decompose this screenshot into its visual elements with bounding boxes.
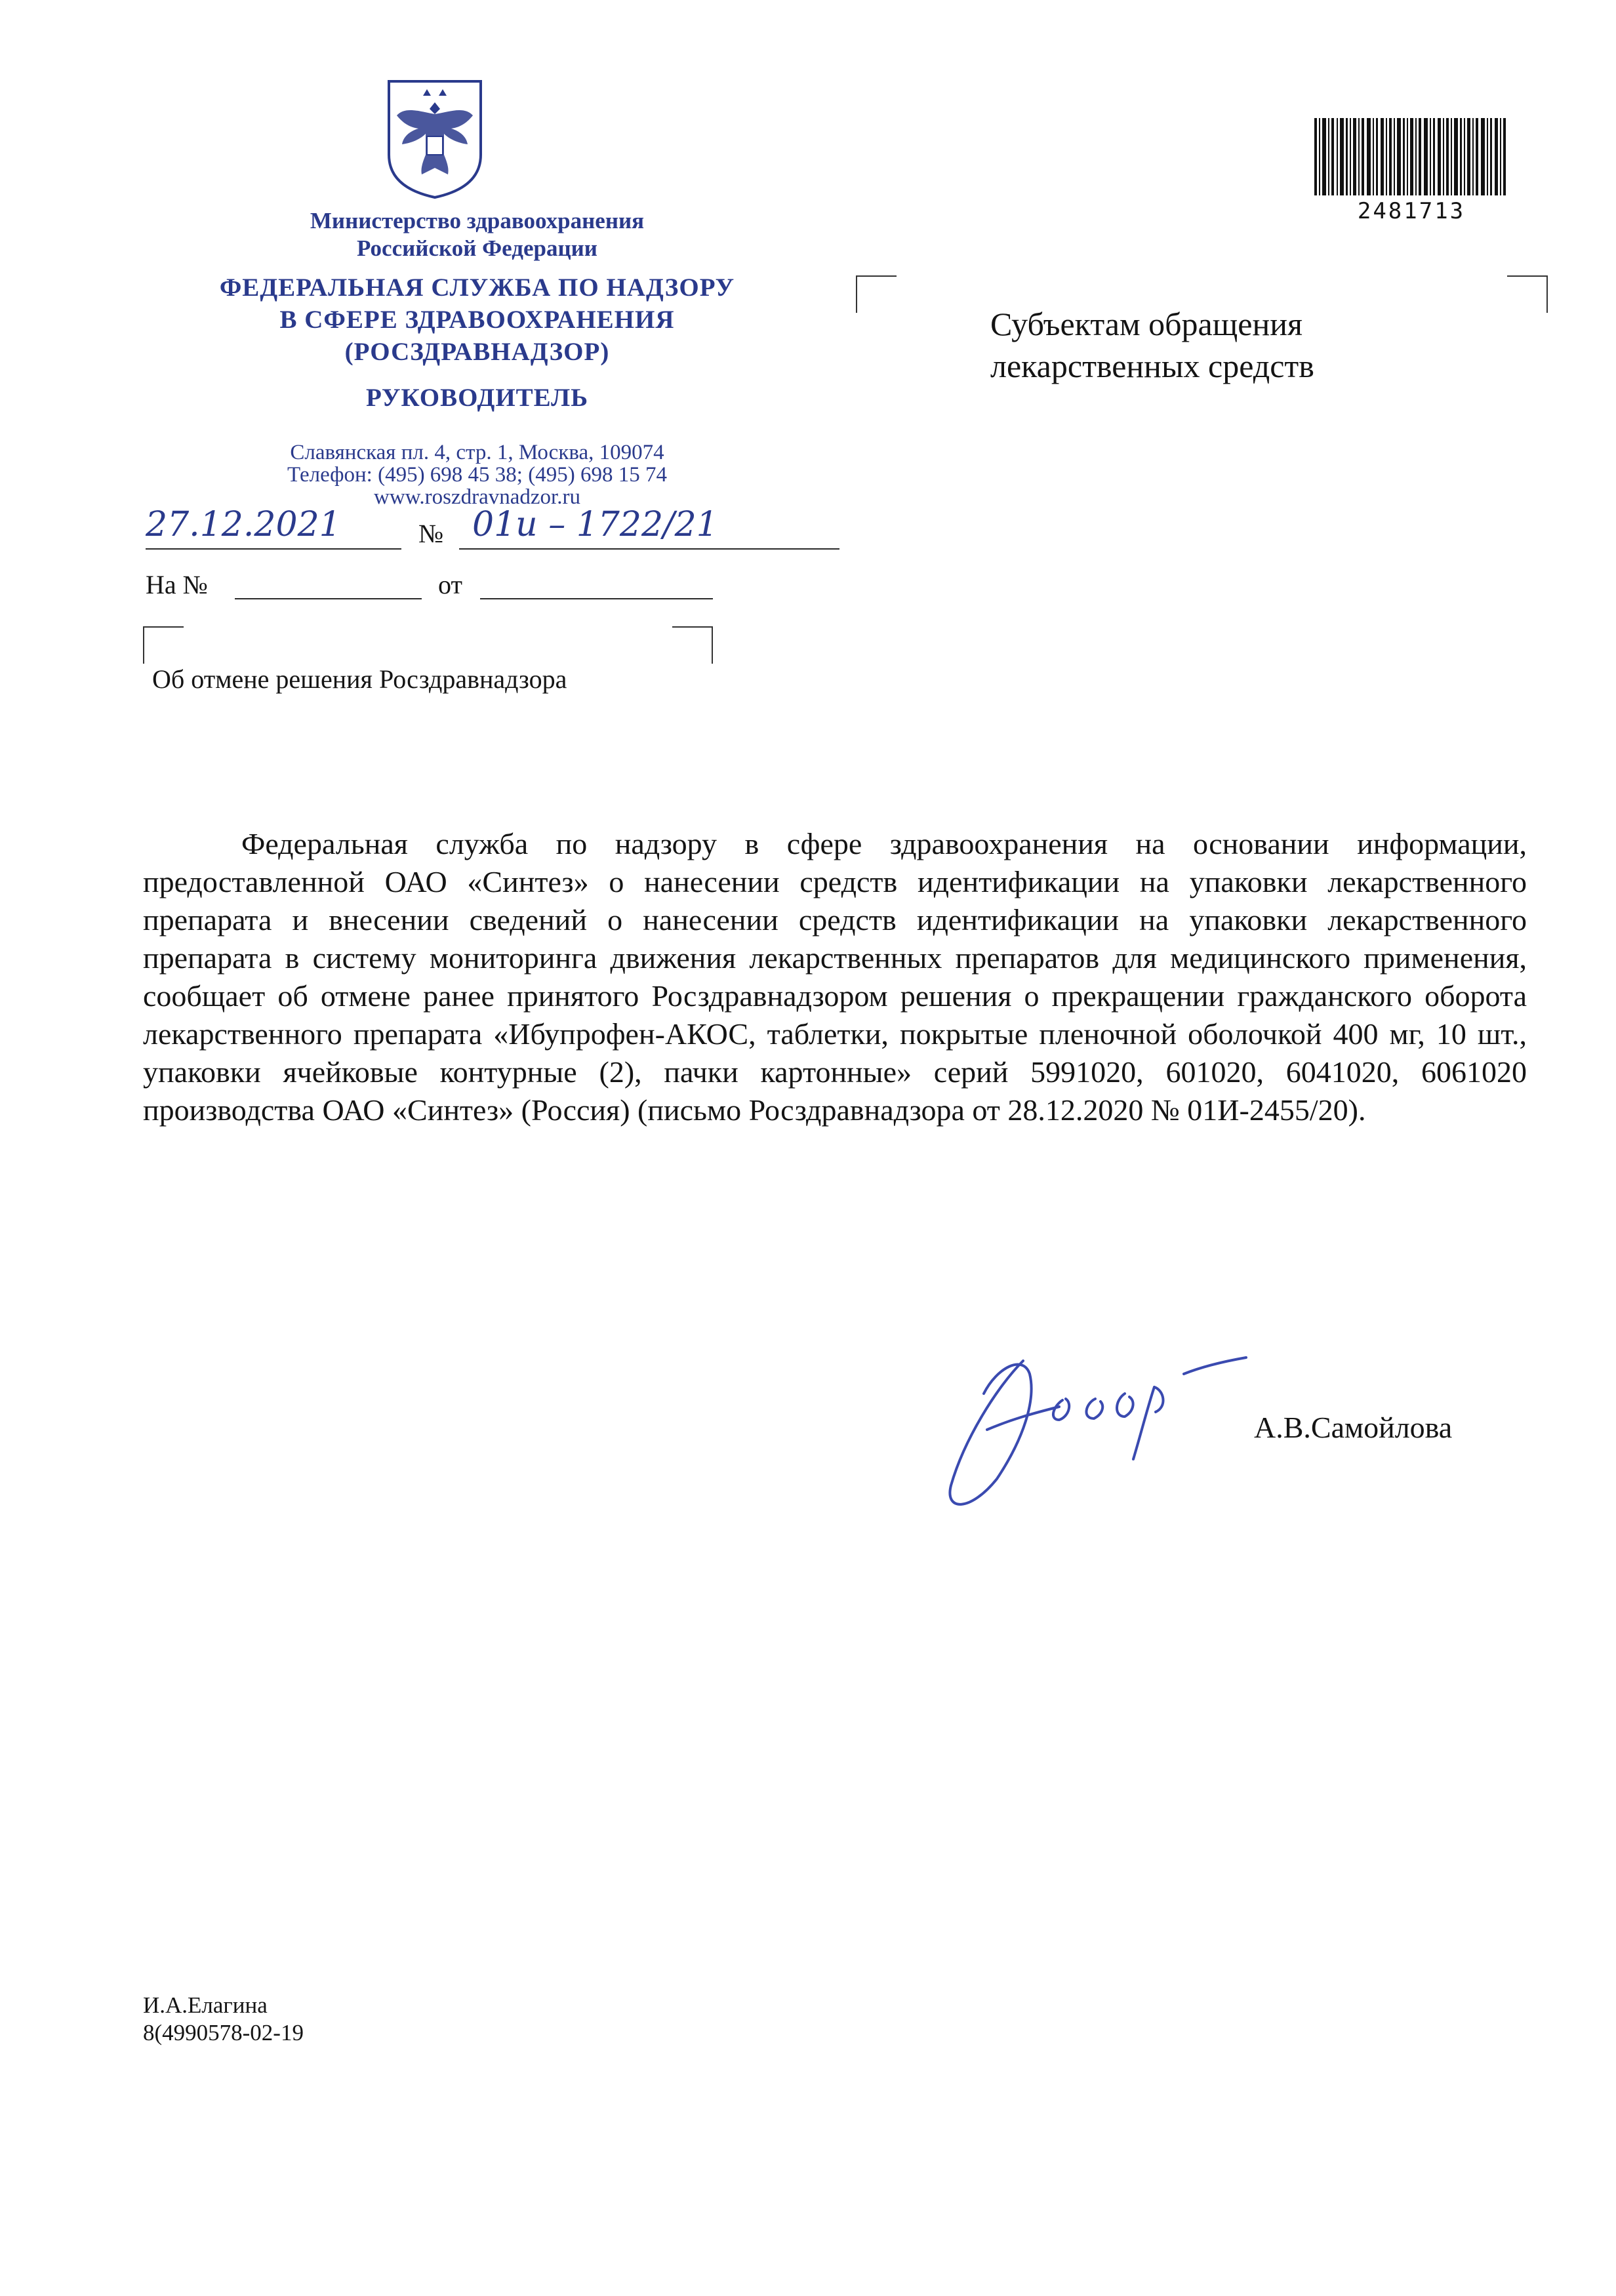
service-line-1: ФЕДЕРАЛЬНАЯ СЛУЖБА ПО НАДЗОРУ [219,273,735,302]
barcode-number: 2481713 [1357,198,1466,224]
subject-line: Об отмене решения Росздравнадзора [152,664,567,694]
subject-corner-right [672,626,713,664]
number-sign: № [418,519,444,548]
from-date-line [480,598,713,599]
executor-phone: 8(4990578-02-19 [143,2020,304,2045]
coat-of-arms-emblem-icon [382,76,487,201]
phone: Телефон: (495) 698 45 38; (495) 698 15 74 [287,463,667,487]
head-title: РУКОВОДИТЕЛЬ [365,384,589,412]
registration-number: 01и – 1722/21 [472,505,718,544]
handwritten-signature-icon [925,1328,1266,1525]
website: www.roszdravnadzor.ru [374,485,580,509]
executor-name: И.А.Елагина [143,1992,268,2018]
registration-date: 27.12.2021 [146,505,341,544]
addressee-corner-left [856,275,897,313]
address: Славянская пл. 4, стр. 1, Москва, 109074 [290,441,664,464]
subject-corner-left [143,626,184,664]
ministry-line-1: Министерство здравоохранения [310,208,645,233]
service-name [111,272,843,368]
service-line-2: В СФЕРЕ ЗДРАВООХРАНЕНИЯ [279,306,675,334]
addressee-line-2: лекарственных средств [990,348,1314,384]
barcode-icon [1313,118,1510,195]
addressee-line-1: Субъектам обращения [990,306,1303,342]
reply-number-line [235,598,422,599]
date-underline [146,548,401,550]
service-line-3: (РОСЗДРАВНАДЗОР) [344,338,610,366]
addressee [990,303,1314,387]
from-label: от [438,570,462,599]
addressee-corner-right [1507,275,1548,313]
ministry-name [111,207,843,262]
number-underline [459,548,839,550]
letter-body: Федеральная служба по надзору в сфере здравоохранения на основании информации, предоставленной ОАО «Синтез» о нанесении средств идентификации на упаковки лекарственного препарата и внесении сведений о нанесении средств идентификации на упаковки лекарственного препарата в систему мониторинга движения лекарственных препаратов для медицинского применения, сообщает об отмене ранее принятого Росздравнадзором решения о прекращении гражданского оборота лекарственного препарата «Ибупрофен-АКОС, таблетки, покрытые пленочной оболочкой 400 мг, 10 шт., упаковки ячейковые контурные (2), пачки картонные» серий 5991020, 601020, 6041020, 6061020 производства ОАО «Синтез» (Россия) (письмо Росздравнадзора от 28.12.2020 № 01И-2455/20). [143,827,1527,1127]
reply-label: На № [146,570,208,599]
ministry-line-2: Российской Федерации [357,235,597,261]
signatory-name: А.В.Самойлова [1254,1411,1453,1444]
